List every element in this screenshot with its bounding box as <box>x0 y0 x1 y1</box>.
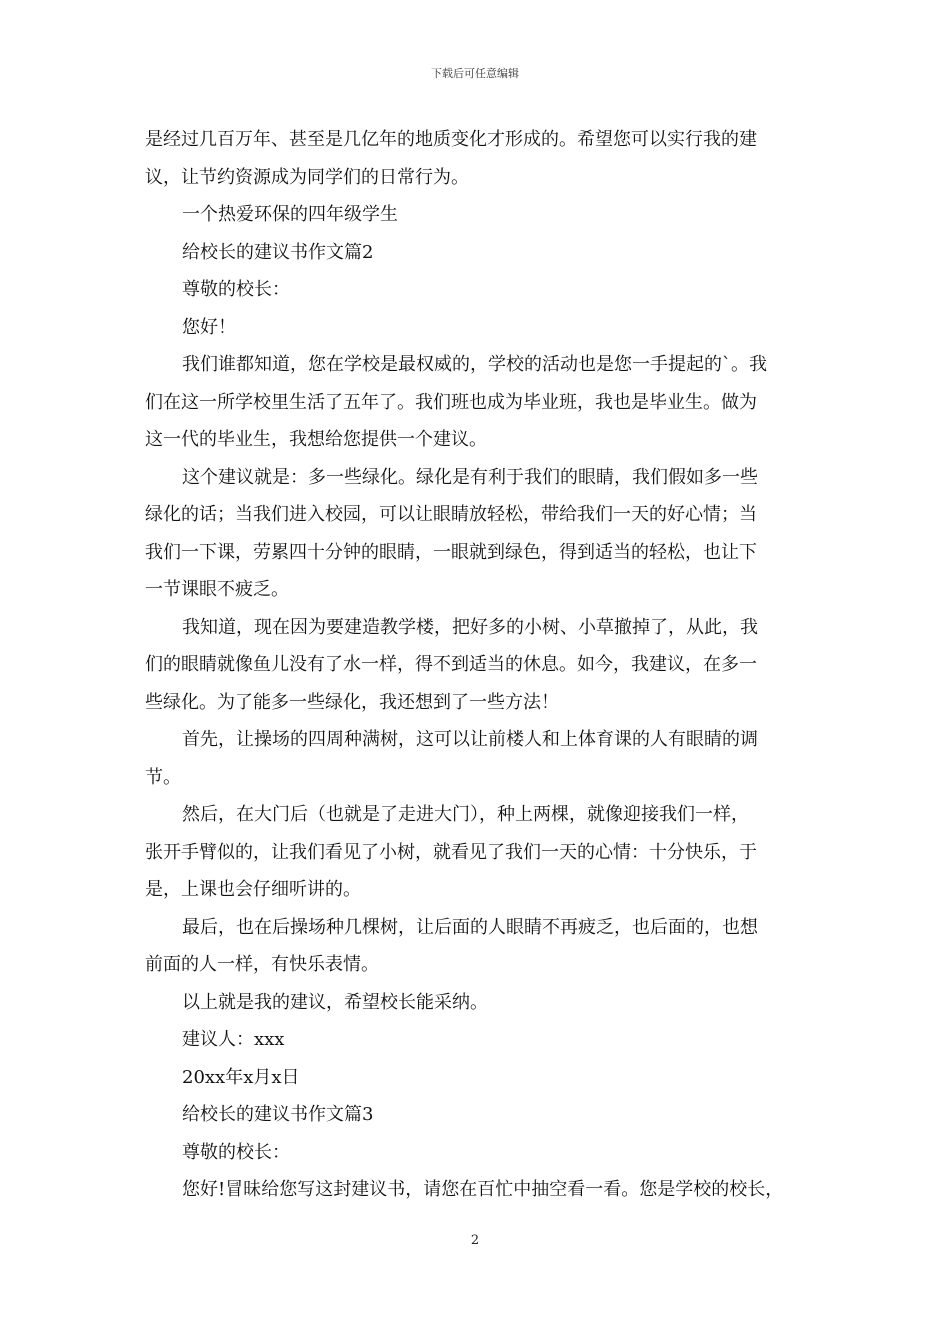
text-line: 是经过几百万年、甚至是几亿年的地质变化才形成的。希望您可以实行我的建 <box>145 129 757 150</box>
section-heading: 给校长的建议书作文篇2 <box>182 241 374 263</box>
date-line: 20xx年x月x日 <box>182 1066 300 1088</box>
text-line: 您好!冒昧给您写这封建议书，请您在百忙中抽空看一看。您是学校的校长， <box>182 1179 784 1200</box>
text-line: 这个建议就是：多一些绿化。绿化是有利于我们的眼睛，我们假如多一些 <box>182 466 758 488</box>
text-line: 首先，让操场的四周种满树，这可以让前楼人和上体育课的人有眼睛的调 <box>182 729 758 750</box>
page-number: 2 <box>470 1233 480 1248</box>
document-body <box>145 121 810 1209</box>
signature-line: 一个热爱环保的四年级学生 <box>182 204 398 225</box>
salutation: 尊敬的校长： <box>182 1141 290 1163</box>
text-line: 们的眼睛就像鱼儿没有了水一样，得不到适当的休息。如今，我建议，在多一 <box>145 654 757 675</box>
text-line: 以上就是我的建议，希望校长能采纳。 <box>182 991 488 1013</box>
text-line: 张开手臂似的，让我们看见了小树，就看见了我们一天的心情：十分快乐，于 <box>145 841 757 863</box>
section-heading: 给校长的建议书作文篇3 <box>182 1104 374 1125</box>
signature-line: 建议人：xxx <box>182 1029 285 1050</box>
text-line: 然后，在大门后（也就是了走进大门），种上两棵，就像迎接我们一样， <box>182 804 749 825</box>
page-header: 下载后可任意编辑 <box>431 67 519 80</box>
greeting: 您好！ <box>182 316 236 338</box>
text-line: 是，上课也会仔细听讲的。 <box>145 879 361 900</box>
text-line: 议，让节约资源成为同学们的日常行为。 <box>145 166 469 188</box>
salutation: 尊敬的校长： <box>182 279 290 300</box>
text-line: 些绿化。为了能多一些绿化，我还想到了一些方法！ <box>145 691 559 713</box>
text-line: 最后，也在后操场种几棵树，让后面的人眼睛不再疲乏，也后面的，也想 <box>182 916 758 938</box>
text-line: 一节课眼不疲乏。 <box>145 579 289 600</box>
text-line: 这一代的毕业生，我想给您提供一个建议。 <box>145 429 487 450</box>
text-line: 我知道，现在因为要建造教学楼，把好多的小树、小草撤掉了，从此，我 <box>182 616 758 638</box>
text-line: 绿化的话；当我们进入校园，可以让眼睛放轻松，带给我们一天的好心情；当 <box>145 504 757 525</box>
text-line: 节。 <box>145 766 181 788</box>
text-line: 们在这一所学校里生活了五年了。我们班也成为毕业班，我也是毕业生。做为 <box>145 391 757 413</box>
text-line: 前面的人一样，有快乐表情。 <box>145 954 379 975</box>
text-line: 我们谁都知道，您在学校是最权威的，学校的活动也是您一手提起的`。我 <box>182 354 767 375</box>
text-line: 我们一下课，劳累四十分钟的眼睛，一眼就到绿色，得到适当的轻松，也让下 <box>145 541 757 563</box>
